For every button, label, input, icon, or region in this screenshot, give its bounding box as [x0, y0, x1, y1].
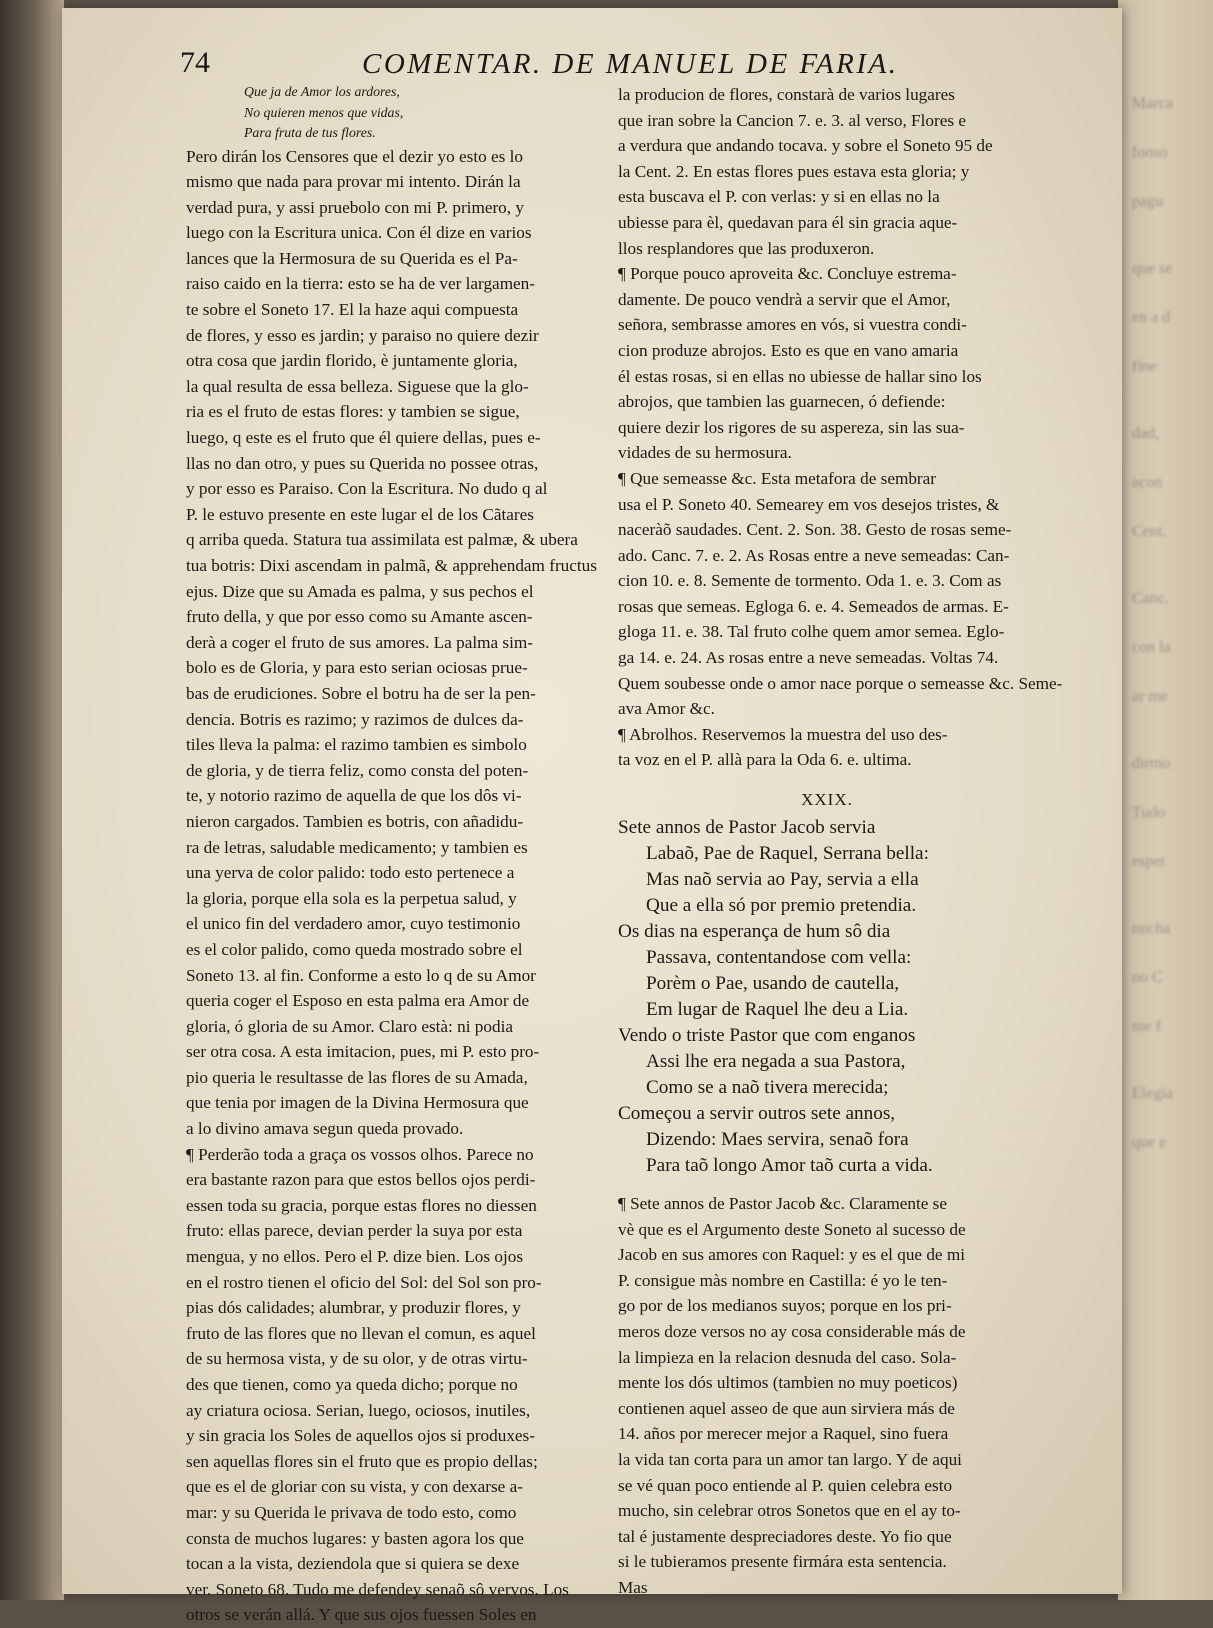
facing-page-fragment: no C [1132, 969, 1163, 986]
text-line: de flores, y esso es jardin; y paraiso no quiere dezir [186, 325, 539, 345]
facing-page-fragment: en a d [1132, 309, 1171, 326]
sonnet-line: Assi lhe era negada a sua Pastora, [646, 1051, 906, 1073]
text-line: ver. Soneto 68. Tudo me defendey senaõ sô vervos. Los [186, 1579, 569, 1599]
facing-page-fragment: Tudo [1132, 804, 1166, 821]
facing-page-fragment: dad, [1132, 425, 1160, 442]
text-line: ria es el fruto de estas flores: y tambien se sigue, [186, 402, 520, 422]
text-line: y por esso es Paraiso. Con la Escritura. No dudo q al [186, 479, 548, 499]
sonnet-line: Como se a naõ tivera merecida; [646, 1077, 889, 1099]
sonnet-line: Sete annos de Pastor Jacob servia [618, 817, 876, 839]
text-line: la qual resulta de essa belleza. Siguese que la glo- [186, 376, 529, 396]
text-line: fruto de las flores que no llevan el comun, es aquel [186, 1323, 536, 1343]
sonnet-line: Mas naõ servia ao Pay, servia a ella [646, 869, 919, 891]
text-line: P. le estuvo presente en este lugar el de los Cãtares [186, 504, 534, 524]
sonnet-line: Os dias na esperança de hum sô dia [618, 921, 891, 943]
text-line: si le tubieramos presente firmára esta sentencia. [618, 1552, 947, 1572]
text-line: vè que es el Argumento deste Soneto al sucesso de [618, 1219, 966, 1239]
sonnet-line: Começou a servir outros sete annos, [618, 1103, 896, 1125]
text-line: consta de muchos lugares: y basten agora los que [186, 1528, 524, 1548]
text-line: Jacob en sus amores con Raquel: y es el que de mi [618, 1245, 965, 1265]
text-line: Quem soubesse onde o amor nace porque o semeasse &c. Seme- [618, 673, 1063, 693]
text-line: ado. Canc. 7. e. 2. As Rosas entre a neve semeadas: Can- [618, 545, 1010, 565]
epigraph [186, 82, 598, 144]
text-line: essen toda su gracia, porque estas flores no diessen [186, 1195, 537, 1215]
text-line: sen aquellas flores sin el fruto que es propio dellas; [186, 1451, 538, 1471]
sonnet-line: Que a ella só por premio pretendia. [646, 895, 917, 917]
book-spine [0, 0, 64, 1600]
text-line: ¶ Perderão toda a graça os vossos olhos. Parece no [186, 1144, 534, 1164]
facing-page-fragment: Canc. [1132, 590, 1169, 607]
text-line: meros doze versos no ay cosa considerable más de [618, 1322, 966, 1341]
facing-page-fragment: pagu [1132, 193, 1164, 210]
text-line: fruto: ellas parece, devian perder la suya por esta [186, 1221, 523, 1241]
sonnet [618, 815, 1036, 1179]
text-line: otros se verán allá. Y que sus ojos fuessen Soles en [186, 1605, 537, 1625]
text-line: rosas que semeas. Egloga 6. e. 4. Semeados de armas. E- [618, 596, 1009, 616]
text-line: bas de erudiciones. Sobre el botru ha de ser la pen- [186, 683, 536, 703]
text-line: queria coger el Esposo en esta palma era Amor de [186, 991, 530, 1011]
facing-page-fragment: me f [1132, 1018, 1161, 1035]
text-line: quiere dezir los rigores de su aspereza, sin las sua- [618, 417, 965, 437]
text-line: damente. De pouco vendrà a servir que el Amor, [618, 289, 951, 309]
left-commentary [186, 144, 598, 1628]
text-line: luego, q este es el fruto que él quiere dellas, pues e- [186, 428, 541, 448]
facing-page-fragment: con la [1132, 639, 1171, 656]
facing-page-fragment: acon [1132, 474, 1163, 491]
sonnet-number: XXIX. [801, 790, 853, 810]
text-line: gloga 11. e. 38. Tal fruto colhe quem amor semea. Eglo- [618, 622, 1005, 642]
text-line: ga 14. e. 24. As rosas entre a neve semeadas. Voltas 74. [618, 648, 999, 668]
text-line: en el rostro tienen el oficio del Sol: del Sol son pro- [186, 1272, 542, 1292]
text-line: naceràõ saudades. Cent. 2. Son. 38. Gesto de rosas seme- [618, 520, 1012, 540]
text-line: una yerva de color palido: todo esto pertenece a [186, 863, 515, 883]
text-line: luego con la Escritura unica. Con él dize en varios [186, 223, 532, 243]
text-line: Pero dirán los Censores que el dezir yo esto es lo [186, 146, 523, 166]
text-line: a lo divino amava segun queda provado. [186, 1119, 464, 1139]
text-line: fruto della, y que por esso como su Amante ascen- [186, 607, 533, 627]
epigraph-line: Para fruta de tus flores. [244, 125, 376, 140]
text-line: a verdura que andando tocava. y sobre el Soneto 95 de [618, 136, 993, 156]
text-line: señora, sembrasse amores en vós, si vuestra condi- [618, 315, 967, 335]
facing-page-fragment: que se [1132, 260, 1173, 277]
text-line: gloria, ó gloria de su Amor. Claro està: ni podia [186, 1016, 513, 1036]
text-line: la gloria, porque ella sola es la perpetua salud, y [186, 888, 517, 908]
left-column [186, 82, 598, 1628]
running-title: COMENTAR. DE MANUEL DE FARIA. [362, 48, 899, 80]
text-line: ejus. Dize que su Amada es palma, y sus pechos el [186, 581, 534, 601]
page-header [180, 46, 900, 86]
text-line: vidades de su hermosura. [618, 443, 792, 463]
text-line: lances que la Hermosura de su Querida es el Pa- [186, 248, 518, 268]
text-line: te sobre el Soneto 17. El la haze aqui compuesta [186, 300, 519, 320]
sonnet-line: Vendo o triste Pastor que com enganos [618, 1025, 916, 1047]
text-line: la limpieza en la relacion desnuda del caso. Sola- [618, 1347, 957, 1367]
text-line: bolo es de Gloria, y para esto serian ociosas prue- [186, 658, 528, 678]
facing-page-fragment: Cent. [1132, 523, 1167, 540]
facing-page-fragment: dirmo [1132, 755, 1171, 772]
text-line: mucho, sin celebrar otros Sonetos que en el ay to- [618, 1501, 961, 1521]
facing-page-edge [1118, 0, 1213, 1600]
text-line: abrojos, que tambien las guarnecen, ó defiende: [618, 392, 946, 412]
text-line: pio queria le resultasse de las flores de su Amada, [186, 1067, 528, 1087]
text-line: de gloria, y de tierra feliz, como consta del poten- [186, 760, 529, 780]
text-line: des que tienen, como ya queda dicho; porque no [186, 1375, 518, 1394]
text-line: contienen aquel asseo de que aun sirviera más de [618, 1398, 955, 1418]
text-line: cion 10. e. 8. Semente de tormento. Oda 1. e. 3. Com as [618, 571, 1002, 591]
text-line: la vida tan corta para un amor tan largo. Y de aqui [618, 1449, 962, 1469]
text-line: ¶ Que semeasse &c. Esta metafora de sembrar [618, 468, 936, 488]
facing-page-text [1132, 90, 1213, 1156]
text-line: nieron cargados. Tambien es botris, con añadidu- [186, 811, 524, 831]
text-line: Mas [618, 1577, 648, 1597]
text-line: 14. años por merecer mejor a Raquel, sino fuera [618, 1424, 949, 1444]
facing-page-fragment: que e [1132, 1134, 1167, 1151]
text-line: el unico fin del verdadero amor, cuyo testimonio [186, 914, 521, 934]
text-line: ser otra cosa. A esta imitacion, pues, mi P. esto pro- [186, 1042, 540, 1062]
text-line: es el color palido, como queda mostrado sobre el [186, 939, 523, 959]
facing-page-fragment: Marca [1132, 95, 1173, 112]
text-line: que iran sobre la Cancion 7. e. 3. al verso, Flores e [618, 110, 966, 130]
text-line: mar: y su Querida le privava de todo esto, como [186, 1502, 517, 1522]
text-line: se vé quan poco entiende al P. quien celebra esto [618, 1475, 953, 1495]
text-line: dencia. Botris es razimo; y razimos de dulces da- [186, 709, 524, 729]
text-line: la Cent. 2. En estas flores pues estava esta gloria; y [618, 161, 970, 181]
text-line: ¶ Abrolhos. Reservemos la muestra del uso des- [618, 724, 948, 744]
page-number: 74 [180, 46, 210, 79]
right-column [618, 82, 1063, 1601]
text-line: mengua, y no ellos. Pero el P. dize bien. Los ojos [186, 1247, 524, 1267]
text-line: tocan a la vista, deziendola que si quiera se dexe [186, 1554, 520, 1574]
text-line: P. consigue màs nombre en Castilla: é yo le ten- [618, 1270, 948, 1290]
right-commentary-bottom [618, 1191, 1036, 1601]
text-line: tua botris: Dixi ascendam in palmã, & apprehendam fructus [186, 556, 597, 575]
text-line: de su hermosa vista, y de su olor, y de otras virtu- [186, 1349, 528, 1369]
text-line: cion produze abrojos. Esto es que en vano amaria [618, 340, 959, 360]
text-line: ay criatura ociosa. Serian, luego, ociosos, inutiles, [186, 1400, 531, 1420]
text-line: otra cosa que jardin florido, è juntamente gloria, [186, 351, 518, 371]
facing-page-fragment: Elegia [1132, 1085, 1173, 1102]
text-line: te, y notorio razimo de aquella de que los dôs vi- [186, 786, 522, 806]
text-line: usa el P. Soneto 40. Semearey em vos desejos tristes, & [618, 494, 1000, 514]
sonnet-line: Em lugar de Raquel lhe deu a Lia. [646, 999, 909, 1021]
facing-page-fragment: nucha [1132, 920, 1171, 937]
text-line: pias dós calidades; alumbrar, y produzir flores, y [186, 1298, 521, 1318]
text-line: Soneto 13. al fin. Conforme a esto lo q de su Amor [186, 965, 536, 985]
right-commentary-top [618, 82, 1063, 773]
text-line: que tenia por imagen de la Divina Hermosura que [186, 1093, 529, 1113]
text-line: ra de letras, saludable medicamento; y tambien es [186, 837, 528, 857]
text-line: derà a coger el fruto de sus amores. La palma sim- [186, 632, 533, 652]
text-line: ¶ Sete annos de Pastor Jacob &c. Claramente se [618, 1194, 948, 1214]
text-line: era bastante razon para que estos bellos ojos perdi- [186, 1170, 536, 1190]
text-line: go por de los medianos suyos; porque en los pri- [618, 1296, 952, 1316]
text-line: mismo que nada para provar mi intento. Dirán la [186, 172, 521, 192]
facing-page-fragment: esper [1132, 853, 1166, 870]
spacer [618, 1179, 1036, 1191]
text-line: ta voz en el P. allà para la Oda 6. e. ultima. [618, 750, 912, 770]
text-line: llos resplandores que las produxeron. [618, 238, 875, 258]
text-line: y sin gracia los Soles de aquellos ojos si produxes- [186, 1426, 535, 1446]
text-line: q arriba queda. Statura tua assimilata est palmæ, & ubera [186, 530, 578, 550]
facing-page-fragment: fine [1132, 358, 1157, 375]
text-line: ¶ Porque pouco aproveita &c. Concluye estrema- [618, 264, 957, 284]
text-line: verdad pura, y assi pruebolo con mi P. primero, y [186, 197, 524, 217]
text-line: llas no dan otro, y pues su Querida no possee otras, [186, 453, 539, 473]
epigraph-line: No quieren menos que vidas, [244, 104, 404, 120]
text-line: que es el de gloriar con su vista, y con dexarse a- [186, 1477, 523, 1497]
sonnet-line: Labaõ, Pae de Raquel, Serrana bella: [646, 843, 929, 865]
text-line: mente los dós ultimos (tambien no muy poeticos) [618, 1373, 958, 1393]
text-line: la producion de flores, constarà de varios lugares [618, 85, 955, 104]
text-line: tiles lleva la palma: el razimo tambien es simbolo [186, 735, 527, 755]
sonnet-line: Porèm o Pae, usando de cautella, [646, 973, 900, 995]
text-line: él estas rosas, si en ellas no ubiesse de hallar sino los [618, 366, 982, 386]
facing-page-fragment: fonso [1132, 144, 1168, 161]
text-line: ava Amor &c. [618, 699, 715, 719]
epigraph-line: Que ja de Amor los ardores, [244, 84, 400, 99]
text-line: tal é justamente despreciadores deste. Yo fio que [618, 1526, 952, 1546]
sonnet-line: Passava, contentandose com vella: [646, 947, 912, 969]
facing-page-fragment: ar me [1132, 688, 1168, 705]
text-line: esta buscava el P. con verlas: y si en ellas no la [618, 187, 940, 207]
sonnet-line: Para taõ longo Amor taõ curta a vida. [646, 1155, 933, 1177]
text-line: raiso caido en la tierra: esto se ha de ver largamen- [186, 274, 536, 294]
text-line: ubiesse para èl, quedavan para él sin gracia aque- [618, 212, 958, 232]
sonnet-line: Dizendo: Maes servira, senaõ fora [646, 1129, 909, 1151]
